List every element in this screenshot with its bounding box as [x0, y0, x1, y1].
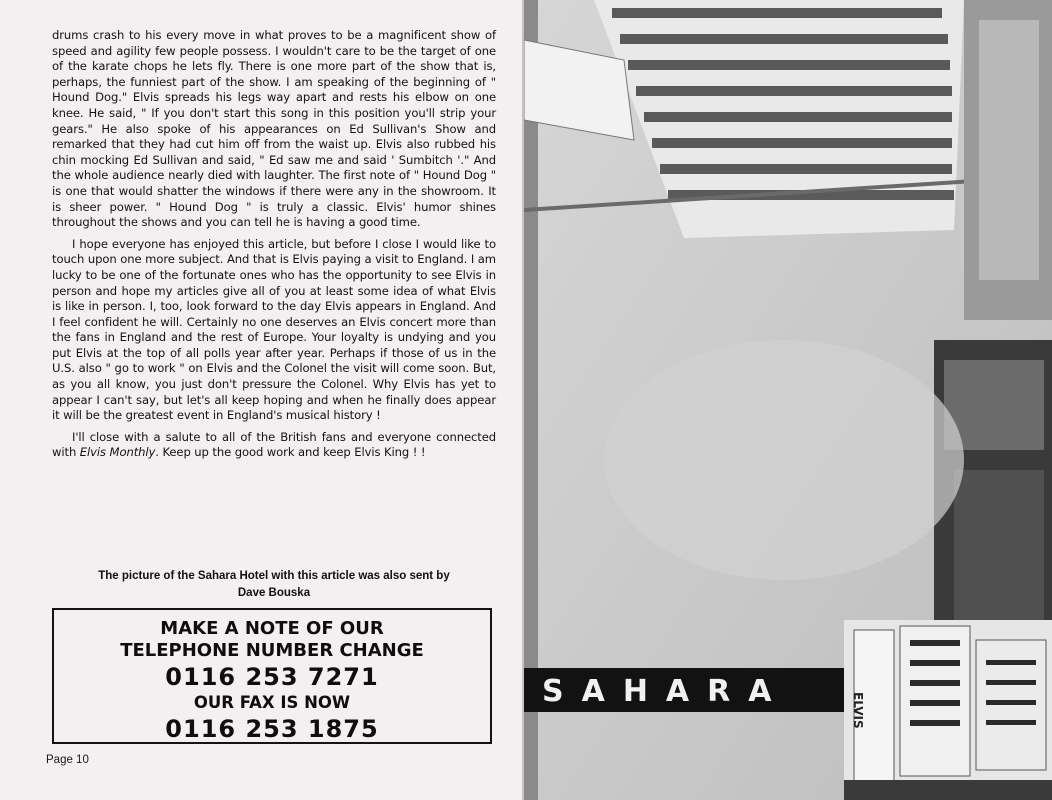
sahara-hotel-photo [524, 0, 1052, 800]
article-paragraph-1: drums crash to his every move in what proves to be a magnificent show of speed and agility few people possess. I wouldn't care to be the target of one of the karate chops he lets fly. There is one more part of the show that is, perhaps, the funniest part of the show. I am speaking of the beginning of " Hound Dog." Elvis spreads his legs way apart and rests his elbow on one knee. He said, " If you don't start this song in this position you'll strip your gears." He also spoke of his appearances on Ed Sullivan's Show and remarked that they had cut him off from the waist up. Elvis also rubbed his chin mocking Ed Sullivan and said, " Ed saw me and said ' Sumbitch '." And the whole audience nearly died with laughter. The first note of " Hound Dog " is one that would shatter the windows if there were any in the showroom. It is sheer power. " Hound Dog " is truly a classic. Elvis' humor shines throughout the shows and you can tell he is having a good time. [52, 28, 496, 230]
sahara-sign-text: SAHARA [542, 674, 790, 709]
marquee-text: ELVIS [851, 692, 865, 729]
photo-caption [52, 568, 496, 602]
notice-line-3: OUR FAX IS NOW [193, 693, 351, 712]
fax-number: 0116 253 1875 [165, 715, 379, 743]
marquee-board [844, 620, 1052, 800]
left-page [0, 0, 524, 800]
notice-line-1: MAKE A NOTE OF OUR [160, 618, 384, 639]
caption-line-2: Dave Bouska [237, 587, 311, 599]
article-text [52, 28, 496, 461]
paragraph-3-end: . Keep up the good work and keep Elvis King ! ! [155, 445, 426, 460]
magazine-title: Elvis Monthly [79, 445, 156, 460]
phone-change-notice [52, 608, 492, 744]
right-page [524, 0, 1052, 800]
page-number: Page 10 [46, 754, 89, 766]
notice-line-2: TELEPHONE NUMBER CHANGE [120, 640, 424, 661]
article-paragraph-2: I hope everyone has enjoyed this article, but before I close I would like to touch upon one more subject. And that is Elvis paying a visit to England. I am lucky to be one of the fortunate ones who has the opportunity to see Elvis in person and hope my articles give all of you at least some idea of what Elvis is like in person. I, too, look forward to the day Elvis appears in England. And I feel confident he will. Certainly no one deserves an Elvis concert more than the fans in England and the rest of Europe. Your loyalty is undying and you put Elvis at the top of all polls year after year. Perhaps if those of us in the U.S. also " go to work " on Elvis and the Colonel the visit will come soon. But, as you all know, you just don't pressure the Colonel. Why Elvis has yet to appear I can't say, but let's all keep hoping and when he finally does appear it will be the greatest event in England's musical history ! [52, 236, 496, 423]
article-paragraph-3 [52, 430, 496, 461]
sahara-sign [524, 668, 844, 712]
caption-line-1: The picture of the Sahara Hotel with this article was also sent by [98, 570, 450, 582]
paragraph-3-start: I'll close with a salute to all of the British fans and everyone connected with [52, 429, 496, 460]
telephone-number: 0116 253 7271 [165, 663, 379, 691]
